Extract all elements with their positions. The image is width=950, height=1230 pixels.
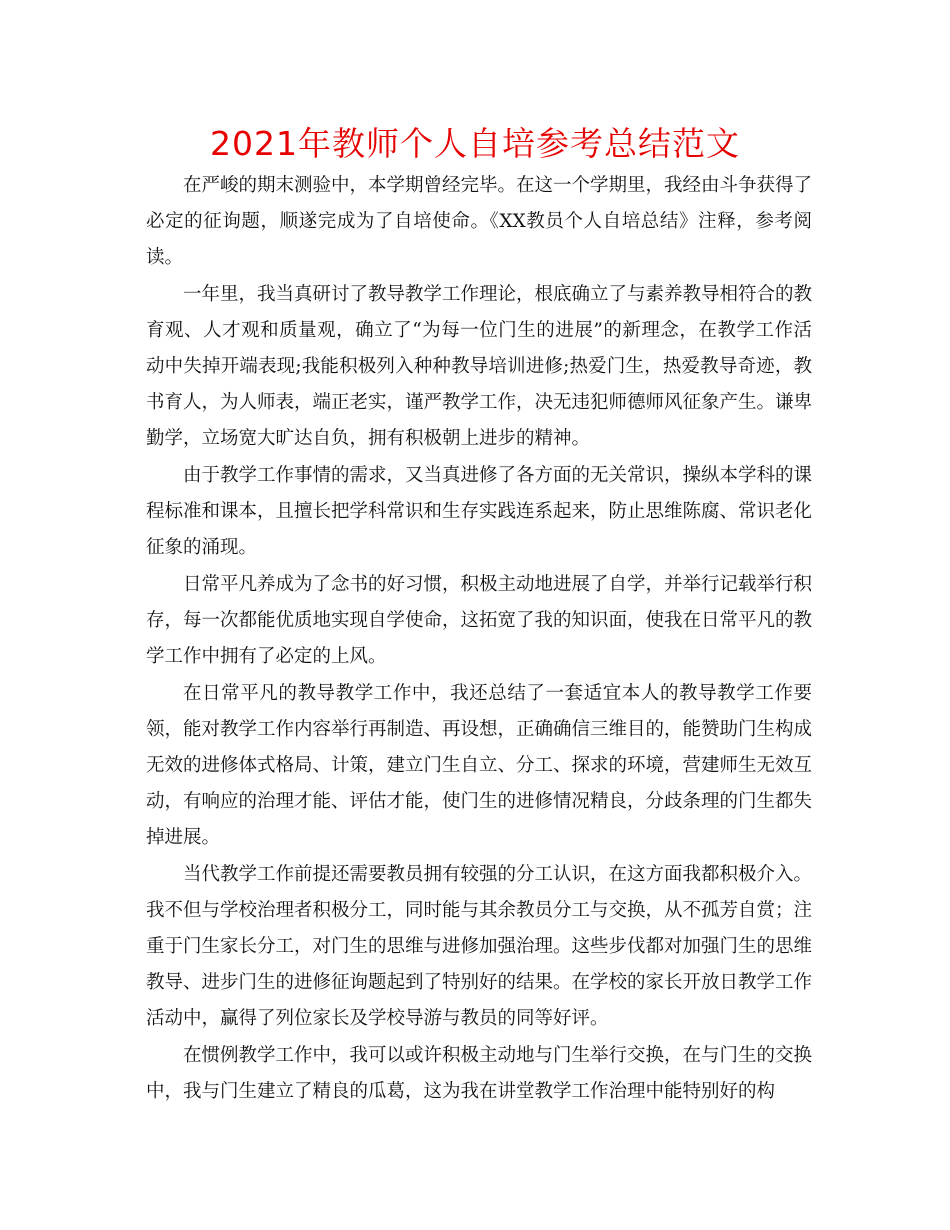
document-title: 2021年教师个人自培参考总结范文 (210, 124, 740, 163)
paragraph-6: 当代教学工作前提还需要教员拥有较强的分工认识，在这方面我都积极介入。我不但与学校治理者积极分工，同时能与其余教员分工与交换，从不孤芳自赏；注重于门生家长分工，对门生的思维与进修加强治理。这些步伐都对加强门生的思维教导、进步门生的进修征询题起到了特别好的结果。在学校的家长开放日教学工作活动中，赢得了列位家长及学校导游与教员的同等好评。 (146, 864, 813, 1029)
paragraph-1: 在严峻的期末测验中，本学期曾经完毕。在这一个学期里，我经由斗争获得了必定的征询题，顺遂完成为了自培使命。《XX教员个人自培总结》注释，参考阅读。 (146, 175, 813, 268)
paragraph-7: 在惯例教学工作中，我可以或许积极主动地与门生举行交换，在与门生的交换中，我与门生建立了精良的瓜葛，这为我在讲堂教学工作治理中能特别好的构 (146, 1045, 813, 1102)
document-body (146, 168, 812, 1110)
paragraph-2: 一年里，我当真研讨了教导教学工作理论，根底确立了与素养教导相符合的教育观、人才观和质量观，确立了“为每一位门生的进展”的新理念，在教学工作活动中失掉开端表现;我能积极列入种种教导培训进修;热爱门生，热爱教导奇迹，教书育人，为人师表，端正老实，谨严教学工作，决无违犯师德师风征象产生。谦卑勤学，立场宽大旷达自负，拥有积极朝上进步的精神。 (146, 284, 813, 449)
paragraph-4: 日常平凡养成为了念书的好习惯，积极主动地进展了自学，并举行记载举行积存，每一次都能优质地实现自学使命，这拓宽了我的知识面，使我在日常平凡的教学工作中拥有了必定的上风。 (146, 574, 813, 667)
paragraph-5: 在日常平凡的教导教学工作中，我还总结了一套适宜本人的教导教学工作要领，能对教学工作内容举行再制造、再设想，正确确信三维目的，能赞助门生构成无效的进修体式格局、计策，建立门生自立、分工、探求的环境，营建师生无效互动，有响应的治理才能、评估才能，使门生的进修情况精良，分歧条理的门生都失掉进展。 (146, 683, 813, 848)
paragraph-3: 由于教学工作事情的需求，又当真进修了各方面的无关常识，操纵本学科的课程标准和课本，且擅长把学科常识和生存实践连系起来，防止思维陈腐、常识老化征象的涌现。 (146, 465, 813, 558)
